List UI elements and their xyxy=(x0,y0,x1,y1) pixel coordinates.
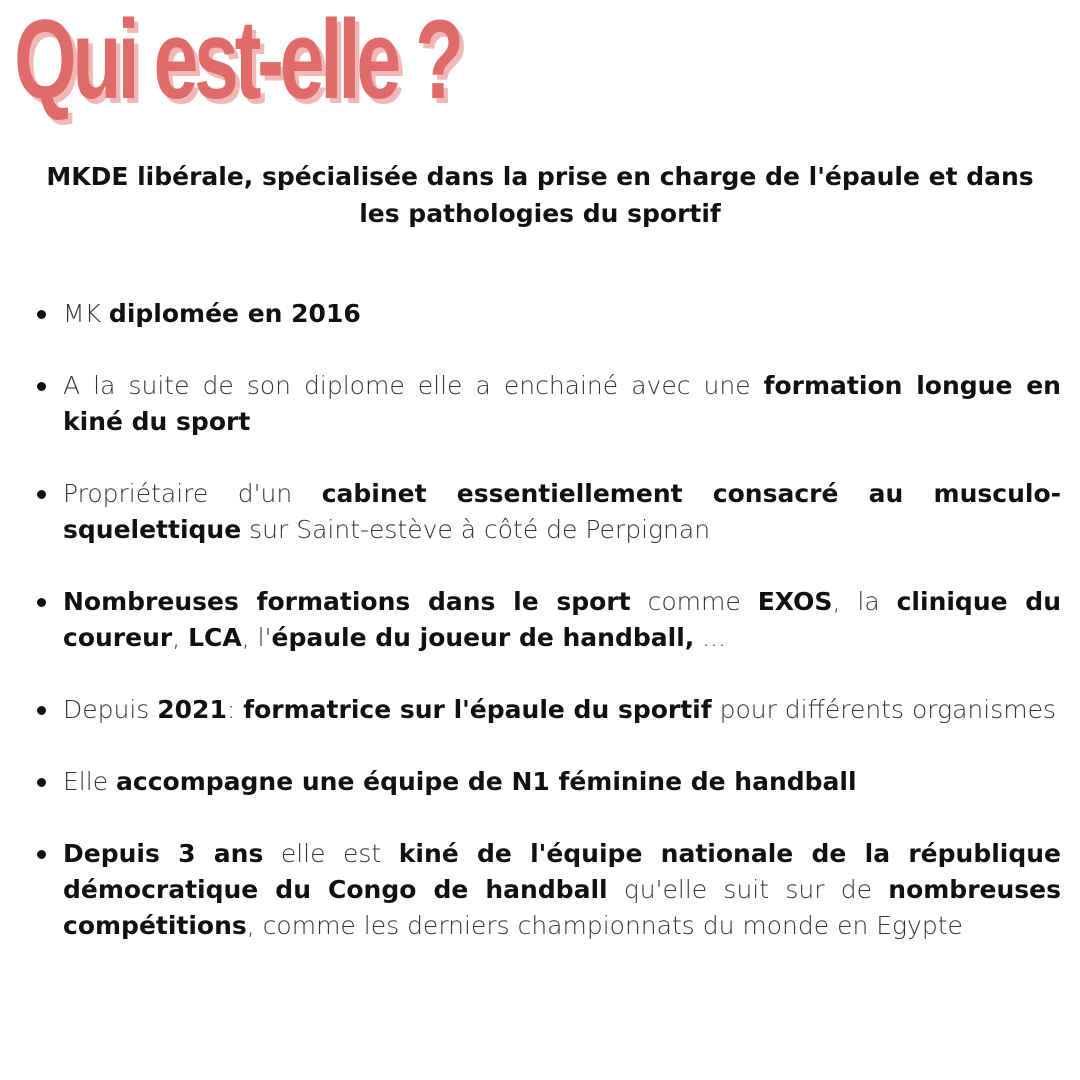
subtitle: MKDE libérale, spécialisée dans la prise en charge de l'épaule et dans les pathologies du sportif xyxy=(46,162,1034,228)
bullet-item xyxy=(34,368,1061,440)
bullet-emphasis: formation longue en kiné du sport xyxy=(63,371,1061,436)
bullet-list xyxy=(34,296,1061,980)
bullet-item xyxy=(34,836,1061,944)
bullet-text: ... xyxy=(694,623,727,652)
bullet-text: qu'elle suit sur de xyxy=(607,875,889,904)
bullet-item xyxy=(34,476,1061,548)
bullet-text: Depuis xyxy=(63,695,158,724)
bullet-text: MK xyxy=(63,299,109,328)
bullet-text: , la xyxy=(832,587,897,616)
bullet-item xyxy=(34,296,1061,332)
bullet-text: , comme les derniers championnats du monde en Egypte xyxy=(246,911,963,940)
bullet-emphasis: nombreuses compétitions xyxy=(63,875,1061,940)
bullet-emphasis: EXOS xyxy=(757,587,833,616)
bullet-text: : xyxy=(226,695,244,724)
bullet-text: , l' xyxy=(241,623,272,652)
bullet-item xyxy=(34,764,1061,800)
bullet-text: Propriétaire d'un xyxy=(63,479,322,508)
bullet-emphasis: 2021 xyxy=(157,695,227,724)
bullet-emphasis: épaule du joueur de handball, xyxy=(271,623,695,652)
bullet-emphasis: diplomée en 2016 xyxy=(108,299,361,328)
bullet-emphasis: cabinet essentiellement consacré au musculo-squelettique xyxy=(63,479,1062,544)
bullet-text: Elle xyxy=(63,767,117,796)
bullet-text: comme xyxy=(630,587,758,616)
bullet-emphasis: Depuis 3 ans xyxy=(63,839,264,868)
bullet-text: , xyxy=(172,623,189,652)
bullet-item xyxy=(34,584,1061,656)
bullet-emphasis: Nombreuses formations dans le sport xyxy=(63,587,631,616)
bullet-text: A la suite de son diplome elle a enchainé avec une xyxy=(63,371,764,400)
bullet-emphasis: accompagne une équipe de N1 féminine de handball xyxy=(116,767,857,796)
bullet-text: pour différents organismes xyxy=(711,695,1056,724)
page-title: Qui est-elle ? xyxy=(14,0,460,122)
bullet-emphasis: LCA xyxy=(188,623,242,652)
bullet-text: sur Saint-estève à côté de Perpignan xyxy=(241,515,711,544)
bullet-item xyxy=(34,692,1061,728)
bullet-emphasis: formatrice sur l'épaule du sportif xyxy=(243,695,712,724)
bullet-text: elle est xyxy=(263,839,399,868)
bullet-emphasis: kiné de l'équipe nationale de la république démocratique du Congo de handball xyxy=(63,839,1062,904)
bullet-emphasis: clinique du coureur xyxy=(63,587,1062,652)
